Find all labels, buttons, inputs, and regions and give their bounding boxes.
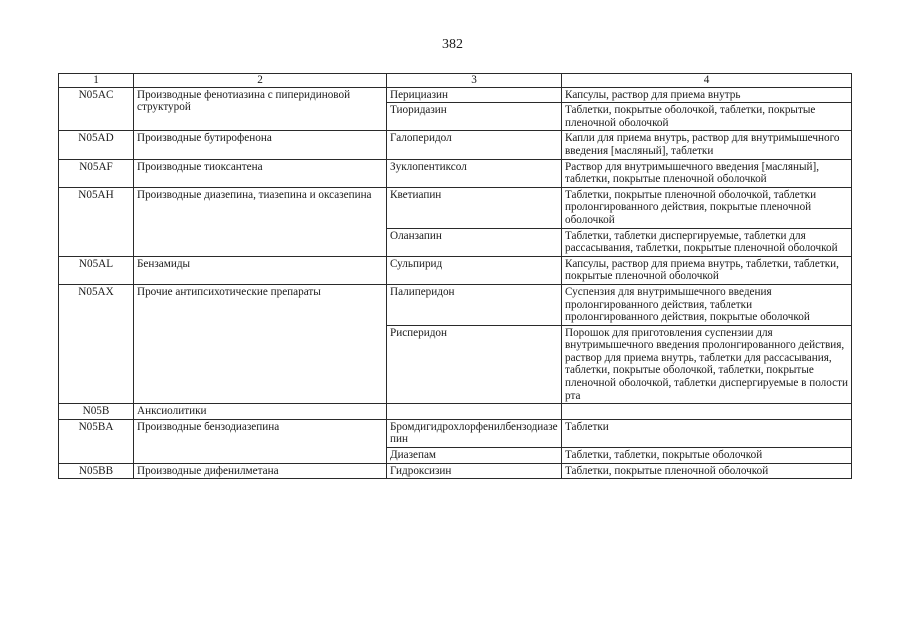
group-cell: Производные бензодиазепина [134, 419, 387, 463]
dosage-forms-cell: Таблетки, покрытые пленочной оболочкой, таблетки пролонгированного действия, покрытые пленочной оболочкой [562, 187, 852, 228]
dosage-forms-cell: Капсулы, раствор для приема внутрь [562, 87, 852, 103]
atc-code-cell: N05AX [59, 284, 134, 403]
column-header-2: 2 [134, 74, 387, 88]
atc-code-cell: N05AF [59, 159, 134, 187]
substance-cell: Кветиапин [387, 187, 562, 228]
group-cell: Прочие антипсихотические препараты [134, 284, 387, 403]
group-cell: Производные дифенилметана [134, 463, 387, 479]
table-row [59, 284, 852, 325]
atc-code-cell: N05AC [59, 87, 134, 131]
dosage-forms-cell: Таблетки, таблетки диспергируемые, таблетки для рассасывания, таблетки, покрытые пленочной оболочкой [562, 228, 852, 256]
substance-cell: Гидроксизин [387, 463, 562, 479]
table-header-row [59, 74, 852, 88]
dosage-forms-cell: Суспензия для внутримышечного введения пролонгированного действия, таблетки пролонгированного действия, покрытые оболочкой [562, 284, 852, 325]
page-number: 382 [442, 37, 463, 52]
substance-cell: Сульпирид [387, 256, 562, 284]
atc-code-cell: N05AL [59, 256, 134, 284]
group-cell: Производные диазепина, тиазепина и оксазепина [134, 187, 387, 256]
group-cell: Производные фенотиазина с пиперидиновой структурой [134, 87, 387, 131]
group-cell: Анксиолитики [134, 404, 387, 420]
substance-cell: Галоперидол [387, 131, 562, 159]
atc-code-cell: N05BA [59, 419, 134, 463]
substance-cell: Рисперидон [387, 325, 562, 404]
substance-cell: Палиперидон [387, 284, 562, 325]
table-row [59, 419, 852, 447]
substance-cell: Тиоридазин [387, 103, 562, 131]
table-row [59, 87, 852, 103]
dosage-forms-cell: Порошок для приготовления суспензии для внутримышечного введения пролонгированного действия, раствор для приема внутрь, таблетки для рассасывания, таблетки, покрытые оболочкой, таблетки, покрытые пленочной оболочкой, таблетки диспергируемые в полости рта [562, 325, 852, 404]
dosage-forms-cell: Капсулы, раствор для приема внутрь, таблетки, таблетки, покрытые пленочной оболочкой [562, 256, 852, 284]
table-row [59, 187, 852, 228]
atc-code-cell: N05B [59, 404, 134, 420]
table-row [59, 463, 852, 479]
drug-table [58, 73, 852, 479]
substance-cell: Оланзапин [387, 228, 562, 256]
dosage-forms-cell: Таблетки, таблетки, покрытые оболочкой [562, 448, 852, 464]
substance-cell: Диазепам [387, 448, 562, 464]
dosage-forms-cell: Капли для приема внутрь, раствор для внутримышечного введения [масляный], таблетки [562, 131, 852, 159]
substance-cell: Зуклопентиксол [387, 159, 562, 187]
substance-cell: Перициазин [387, 87, 562, 103]
column-header-3: 3 [387, 74, 562, 88]
atc-code-cell: N05BB [59, 463, 134, 479]
table-row [59, 159, 852, 187]
group-cell: Производные бутирофенона [134, 131, 387, 159]
group-cell: Бензамиды [134, 256, 387, 284]
substance-cell [387, 404, 562, 420]
table-row [59, 404, 852, 420]
substance-cell: Бромдигидрохлорфенилбензодиазепин [387, 419, 562, 447]
column-header-1: 1 [59, 74, 134, 88]
dosage-forms-cell [562, 404, 852, 420]
group-cell: Производные тиоксантена [134, 159, 387, 187]
table-row [59, 131, 852, 159]
atc-code-cell: N05AH [59, 187, 134, 256]
dosage-forms-cell: Таблетки, покрытые пленочной оболочкой [562, 463, 852, 479]
atc-code-cell: N05AD [59, 131, 134, 159]
column-header-4: 4 [562, 74, 852, 88]
dosage-forms-cell: Таблетки [562, 419, 852, 447]
dosage-forms-cell: Раствор для внутримышечного введения [масляный], таблетки, покрытые пленочной оболочкой [562, 159, 852, 187]
table-row [59, 256, 852, 284]
dosage-forms-cell: Таблетки, покрытые оболочкой, таблетки, покрытые пленочной оболочкой [562, 103, 852, 131]
